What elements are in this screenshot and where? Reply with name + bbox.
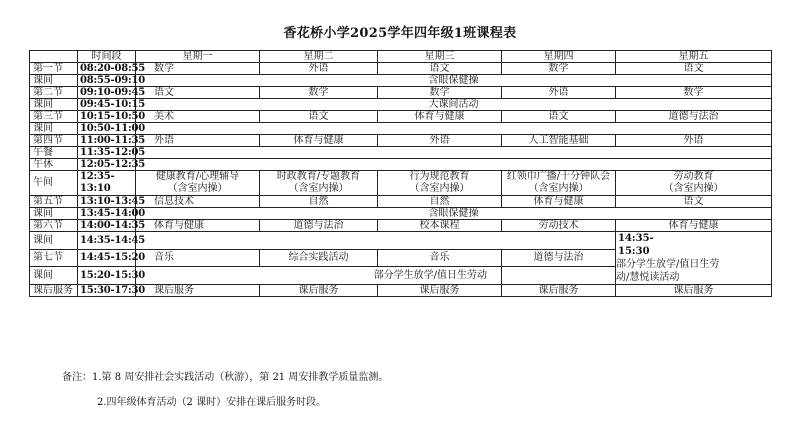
row-label: 课间 [30,208,78,220]
row-lunch [30,147,772,159]
break-activity: 含眼保健操 [136,75,772,87]
noon-note: （含室内操） [663,183,724,194]
row-label: 课间 [30,99,78,111]
noon-cell [260,171,378,196]
row-time: 15:20-15:30 [78,267,136,285]
row-time: 08:55-09:10 [78,75,136,87]
remarks [62,365,388,415]
row-time: 11:35-12:05 [78,147,136,159]
class-cell: 体育与健康 [616,220,772,232]
noon-note: （含室内操） [528,183,589,194]
header-day-2: 星期二 [260,51,378,63]
class-cell: 课后服务 [136,285,260,297]
noon-topic: 时政教育/专题教育 [276,171,361,182]
noon-cell [502,171,616,196]
noon-cell [616,171,772,196]
class-cell: 语文 [616,196,772,208]
row-time: 15:30-17:30 [78,285,136,297]
class-cell: 体育与健康 [260,135,378,147]
noon-cell [378,171,502,196]
class-cell: 课后服务 [378,285,502,297]
row-time: 14:45-15:20 [78,249,136,267]
row-time: 09:45-10:15 [78,99,136,111]
row-time: 13:45-14:00 [78,208,136,220]
row-break-3 [30,123,772,135]
class-cell: 外语 [136,135,260,147]
row-label: 第二节 [30,87,78,99]
row-label: 第五节 [30,196,78,208]
row-rest [30,159,772,171]
class-cell: 信息技术 [136,196,260,208]
row-time: 10:15-10:50 [78,111,136,123]
remark-line-1: 备注：1.第 8 周安排社会实践活动（秋游），第 21 周安排教学质量监测。 [62,372,389,383]
row-break-1 [30,75,772,87]
class-cell: 数学 [260,87,378,99]
noon-note: （含室内操） [409,183,470,194]
row-break-5 [30,208,772,220]
noon-note: （含室内操） [167,183,228,194]
row-period-1 [30,63,772,75]
row-label: 课间 [30,123,78,135]
row-period-3 [30,111,772,123]
class-cell: 语文 [260,111,378,123]
class-cell: 外语 [260,63,378,75]
remark-line-2: 2.四年级体育活动（2 课时）安排在课后服务时段。 [97,397,327,408]
rest-empty [136,159,772,171]
header-day-1: 星期一 [136,51,260,63]
header-row [30,51,772,63]
row-label: 午餐 [30,147,78,159]
noon-topic: 健康教育/心理辅导 [155,171,240,182]
class-cell: 语文 [616,63,772,75]
class-cell: 数学 [378,87,502,99]
break-activity: 大课间活动 [136,99,772,111]
row-label: 第一节 [30,63,78,75]
row-label: 课间 [30,75,78,87]
schedule-table [29,50,772,297]
row-time: 08:20-08:55 [78,63,136,75]
row-label: 第三节 [30,111,78,123]
row-label: 课间 [30,232,78,250]
class-cell: 人工智能基础 [502,135,616,147]
row-period-5 [30,196,772,208]
row-break-6 [30,232,772,250]
row-label: 课后服务 [30,285,78,297]
header-period: 时间段 [78,51,136,63]
class-cell: 道德与法治 [502,249,616,267]
row-time: 09:10-09:45 [78,87,136,99]
row-label: 午休 [30,159,78,171]
class-cell: 道德与法治 [260,220,378,232]
row-noon [30,171,772,196]
class-cell: 劳动技术 [502,220,616,232]
class-cell: 综合实践活动 [260,249,378,267]
row-period-2 [30,87,772,99]
row-label: 第四节 [30,135,78,147]
class-cell: 道德与法治 [616,111,772,123]
class-cell: 语文 [136,87,260,99]
row-time: 10:50-11:00 [78,123,136,135]
class-cell: 课后服务 [616,285,772,297]
class-cell: 语文 [378,63,502,75]
break-activity-empty [136,123,772,135]
class-cell: 音乐 [378,249,502,267]
class-cell: 语文 [502,111,616,123]
class-cell: 数学 [136,63,260,75]
class-cell: 体育与健康 [502,196,616,208]
class-cell: 美术 [136,111,260,123]
class-cell: 课后服务 [260,285,378,297]
class-cell: 数学 [502,63,616,75]
row-label: 课间 [30,267,78,285]
row-time: 14:35-14:45 [78,232,136,250]
class-cell: 课后服务 [502,285,616,297]
class-cell: 自然 [260,196,378,208]
class-cell: 体育与健康 [136,220,260,232]
class-cell: 音乐 [136,249,260,267]
class-cell: 数学 [616,87,772,99]
noon-topic: 行为规范教育 [409,171,470,182]
row-time: 12:35-13:10 [78,171,136,196]
class-cell: 外语 [502,87,616,99]
friday-late-time: 14:35-15:30 [618,233,654,257]
class-cell: 体育与健康 [378,111,502,123]
row-time: 11:00-11:35 [78,135,136,147]
break-activity-empty [502,267,616,285]
noon-note: （含室内操） [288,183,349,194]
corner-cell [30,51,78,63]
row-label: 午间 [30,171,78,196]
break-activity-empty [136,232,616,250]
row-after-school [30,285,772,297]
header-day-4: 星期四 [502,51,616,63]
class-cell: 校本课程 [378,220,502,232]
noon-topic: 劳动教育 [673,171,714,182]
noon-topic: 红领巾广播/十分钟队会 [506,171,611,182]
break-activity: 含眼保健操 [136,208,772,220]
noon-cell [136,171,260,196]
page-title: 香花桥小学2025学年四年级1班课程表 [283,26,517,41]
row-label: 第七节 [30,249,78,267]
row-period-6 [30,220,772,232]
row-break-2 [30,99,772,111]
header-day-3: 星期三 [378,51,502,63]
row-time: 12:05-12:35 [78,159,136,171]
friday-late-activity: 部分学生放学/值日生劳动/慧悦读活动 [616,259,720,283]
header-day-5: 星期五 [616,51,772,63]
lunch-empty [136,147,772,159]
row-time: 14:00-14:35 [78,220,136,232]
friday-late-cell [616,232,772,285]
class-cell: 外语 [616,135,772,147]
row-time: 13:10-13:45 [78,196,136,208]
class-cell: 外语 [378,135,502,147]
class-cell: 自然 [378,196,502,208]
break-activity: 部分学生放学/值日生劳动 [136,267,502,285]
row-period-4 [30,135,772,147]
row-label: 第六节 [30,220,78,232]
